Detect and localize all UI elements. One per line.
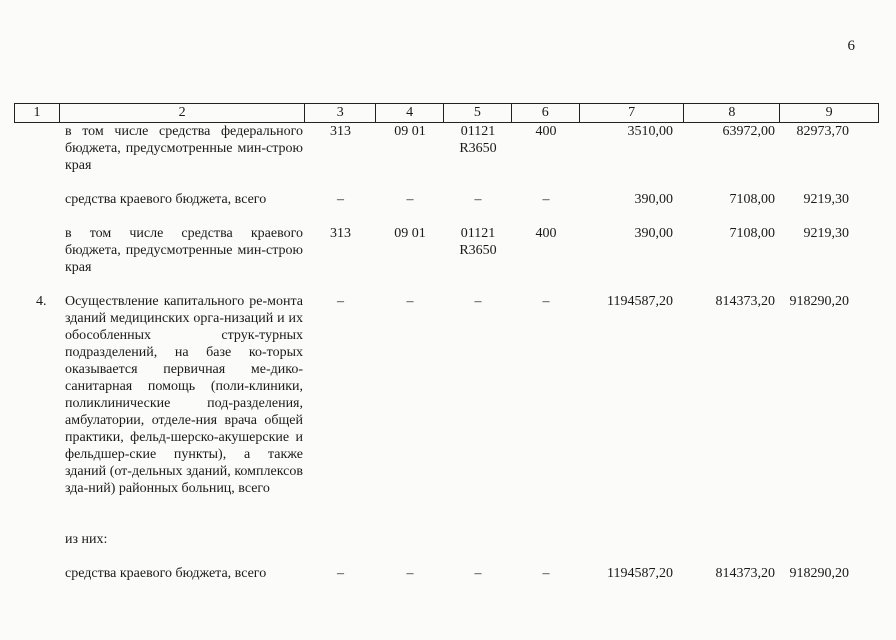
cell-col-3: – [337,192,344,207]
table-header [14,103,879,123]
header-col-5: 5 [444,104,512,122]
cell-col-4: 09 01 [394,226,426,241]
cell-col-8: 814373,20 [715,294,775,309]
cell-col-5: 01121 R3650 [459,124,497,156]
cell-col-6: 400 [535,226,557,241]
row-description: средства краевого бюджета, всего [65,192,267,207]
cell-col-5: – [474,294,482,309]
header-col-4: 4 [376,104,444,122]
page-number: 6 [847,38,855,54]
row-description: средства краевого бюджета, всего [65,566,267,581]
cell-col-6: – [542,192,550,207]
table-body [14,123,879,599]
cell-col-7: 390,00 [634,226,673,241]
cell-col-6: – [542,294,550,309]
cell-col-4: – [406,294,414,309]
cell-col-8: 7108,00 [729,226,775,241]
table-row [14,191,879,225]
row-description: Осуществление капитального ре-монта зданий медицинских орга-низаций и их обособленных струк-турных подразделений, на базе ко-торых оказывается первичная ме-дико-санитарная помощь (поли-клиники, поликлинические под-разделения, амбулатории, отделе-ния врача общей практики, фельд-шерско-акушерские и фельдшер-ские пункты), а также зданий (от-дельных зданий, комплексов зда-ний) районных больниц, всего [65,294,303,496]
cell-col-3: – [337,294,344,309]
cell-col-5: – [474,192,482,207]
header-col-7: 7 [580,104,685,122]
cell-col-3: 313 [330,124,351,139]
cell-col-9: 918290,20 [789,566,849,581]
cell-col-9: 9219,30 [803,192,849,207]
cell-col-3: – [337,566,344,581]
cell-col-6: – [542,566,550,581]
cell-col-8: 63972,00 [722,124,775,139]
header-col-8: 8 [684,104,780,122]
cell-col-3: 313 [330,226,351,241]
row-description: из них: [65,532,108,547]
table-row [14,225,879,293]
header-col-3: 3 [305,104,376,122]
row-description: в том числе средства федерального бюджета, предусмотренные мин-строю края [65,124,303,173]
table-row [14,565,879,599]
cell-col-7: 3510,00 [627,124,673,139]
row-description: в том числе средства краевого бюджета, предусмотренные мин-строю края [65,226,303,275]
cell-col-4: – [406,566,414,581]
cell-col-7: 390,00 [634,192,673,207]
table-row [14,531,879,565]
row-number: 4. [36,294,47,309]
table-row [14,123,879,191]
cell-col-6: 400 [535,124,557,139]
cell-col-9: 9219,30 [803,226,849,241]
cell-col-7: 1194587,20 [607,566,673,581]
header-col-6: 6 [512,104,580,122]
cell-col-9: 82973,70 [796,124,849,139]
cell-col-8: 814373,20 [715,566,775,581]
header-col-2: 2 [60,104,305,122]
cell-col-5: – [474,566,482,581]
header-col-1: 1 [15,104,60,122]
header-col-9: 9 [825,105,833,120]
cell-col-8: 7108,00 [729,192,775,207]
cell-col-7: 1194587,20 [607,294,673,309]
cell-col-9: 918290,20 [789,294,849,309]
cell-col-5: 01121 R3650 [459,226,497,258]
cell-col-4: – [406,192,414,207]
table-row [14,293,879,531]
cell-col-4: 09 01 [394,124,426,139]
